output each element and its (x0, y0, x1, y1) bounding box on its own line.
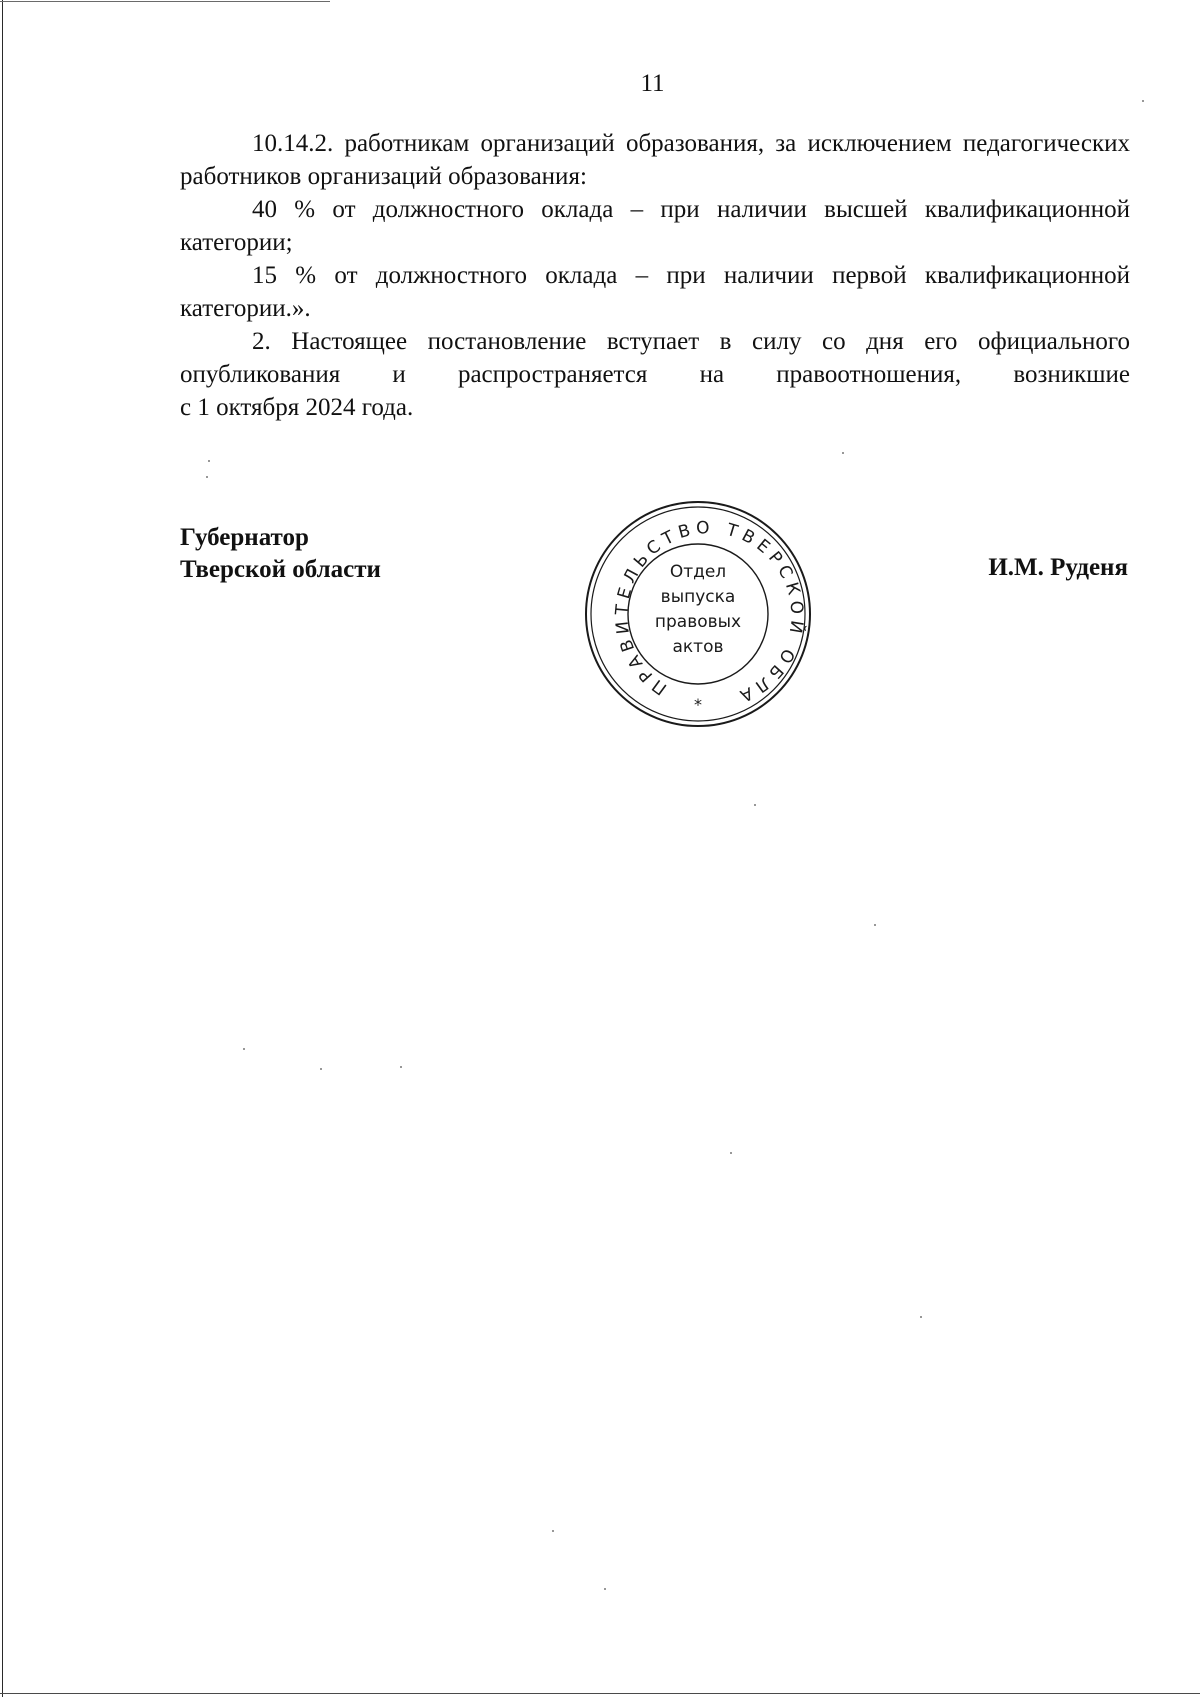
official-seal (580, 498, 816, 730)
document-body (180, 127, 1130, 424)
scan-edge-left (2, 0, 3, 1697)
scan-speck (754, 804, 756, 806)
scan-speck (208, 460, 210, 462)
paragraph-effective-date-end: с 1 октября 2024 года. (180, 394, 414, 421)
seal-star: * (694, 695, 702, 714)
scan-speck (400, 1066, 402, 1068)
scan-speck (604, 1588, 606, 1590)
seal-inner-line3: правовых (654, 612, 742, 632)
signatory-position-line2: Тверской области (180, 556, 381, 583)
paragraph-40-percent: 40 % от должностного оклада – при наличии высшей квалификационной категории; (180, 196, 1130, 256)
signatory-name: И.М. Руденя (988, 554, 1128, 581)
scan-speck (920, 1316, 922, 1318)
scan-speck (842, 452, 844, 454)
signatory-position (180, 522, 381, 586)
scan-edge-top (0, 1, 330, 2)
scan-speck (552, 1530, 554, 1532)
scan-speck (874, 924, 876, 926)
seal-center-text (580, 560, 816, 660)
page-number: 11 (640, 70, 665, 97)
seal-inner-line1: Отдел (669, 562, 727, 582)
paragraph-10-14-2: 10.14.2. работникам организаций образования, за исключением педагогических работников организаций образования: (180, 130, 1130, 190)
seal-inner-line4: актов (672, 637, 724, 657)
scan-speck (730, 1152, 732, 1154)
scan-speck (243, 1048, 245, 1050)
scan-speck (1142, 100, 1144, 102)
scan-edge-bottom (0, 1693, 1200, 1694)
scan-speck (206, 476, 208, 478)
signatory-position-line1: Губернатор (180, 524, 309, 551)
paragraph-effective-date: 2. Настоящее постановление вступает в силу со дня его официального опубликования и распространяется на правоотношения, возникшие (180, 328, 1130, 388)
seal-inner-line2: выпуска (660, 587, 736, 607)
paragraph-15-percent: 15 % от должностного оклада – при наличии первой квалификационной категории.». (180, 262, 1130, 322)
scan-speck (320, 1068, 322, 1070)
seal-ring-text: ПРАВИТЕЛЬСТВО ТВЕРСКОЙ ОБЛА (611, 517, 807, 708)
